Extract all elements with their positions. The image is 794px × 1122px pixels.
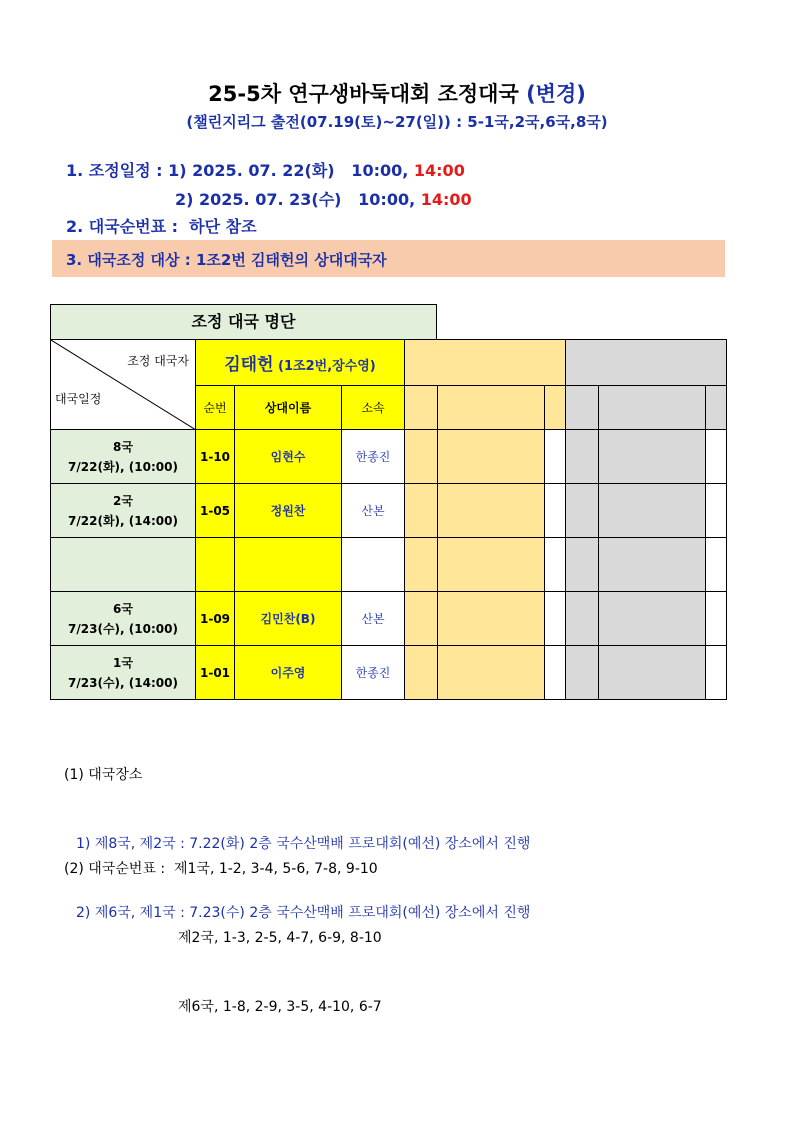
empty-cell (438, 646, 545, 700)
empty-cell (545, 484, 566, 538)
opponent-name: 김민찬(B) (235, 592, 342, 646)
schedule-line-1-text: 1. 조정일정 : 1) 2025. 07. 22(화) 10:00, (66, 161, 414, 180)
document-title (0, 78, 794, 108)
empty-cell (599, 592, 706, 646)
empty-cell (566, 484, 599, 538)
schedule-line-2-time: 14:00 (420, 190, 472, 209)
empty-cell (438, 592, 545, 646)
col-header-seq: 순번 (196, 386, 235, 430)
empty-cell (405, 386, 438, 430)
diagonal-header-cell (51, 340, 196, 430)
opponent-affiliation: 한종진 (342, 430, 405, 484)
match-schedule-cell (51, 538, 196, 592)
empty-cell (405, 430, 438, 484)
opponent-seq: 1-05 (196, 484, 235, 538)
match-round: 2국 (113, 493, 133, 508)
match-schedule-cell (51, 592, 196, 646)
venue-item-1: 1) 제8국, 제2국 : 7.22(화) 2층 국수산맥배 프로대회(예선) 장소에서 진행 (76, 836, 531, 852)
empty-cell (405, 592, 438, 646)
order-title: (2) 대국순번표 : (64, 861, 166, 877)
empty-cell (706, 484, 727, 538)
match-round: 1국 (113, 655, 133, 670)
target-text: 3. 대국조정 대상 : 1조2번 김태헌의 상대대국자 (66, 251, 387, 269)
document-subtitle: (챌린지리그 출전(07.19(토)~27(일)) : 5-1국,2국,6국,8국) (186, 113, 608, 131)
empty-cell (405, 646, 438, 700)
opponent-name (235, 538, 342, 592)
diag-label-schedule: 대국일정 (55, 392, 102, 406)
table-row (51, 538, 727, 592)
schedule-order-ref: 2. 대국순번표 : 하단 참조 (66, 217, 257, 236)
opponent-affiliation: 산본 (342, 592, 405, 646)
empty-cell (566, 386, 599, 430)
empty-cell (706, 646, 727, 700)
order-item-2: 제2국, 1-3, 2-5, 4-7, 6-9, 8-10 (178, 930, 382, 946)
empty-cell (545, 592, 566, 646)
table-row (51, 484, 727, 538)
empty-cell (566, 646, 599, 700)
empty-cell (405, 538, 438, 592)
empty-cell (566, 538, 599, 592)
match-datetime: 7/23(수), (14:00) (68, 675, 178, 690)
venue-item-2: 2) 제6국, 제1국 : 7.23(수) 2층 국수산맥배 프로대회(예선) 장소에서 진행 (76, 905, 531, 921)
empty-cell (706, 386, 727, 430)
schedule-line-1-time: 14:00 (413, 161, 465, 180)
order-item-3: 제6국, 1-8, 2-9, 3-5, 4-10, 6-7 (178, 999, 382, 1015)
table-row (51, 592, 727, 646)
empty-cell (545, 538, 566, 592)
diag-label-player: 조정 대국자 (127, 354, 189, 368)
title-main: 25-5차 연구생바둑대회 조정대국 (208, 82, 519, 106)
opponent-name: 이주영 (235, 646, 342, 700)
empty-cell (566, 430, 599, 484)
order-item-1: 제1국, 1-2, 3-4, 5-6, 7-8, 9-10 (173, 861, 378, 877)
schedule-line-2-text: 2) 2025. 07. 23(수) 10:00, (175, 190, 421, 209)
opponent-seq (196, 538, 235, 592)
target-highlight-box (52, 240, 725, 277)
empty-cell (706, 592, 727, 646)
empty-cell (438, 386, 545, 430)
empty-cell (706, 430, 727, 484)
match-datetime: 7/23(수), (10:00) (68, 621, 178, 636)
col-header-affiliation: 소속 (342, 386, 405, 430)
opponent-affiliation (342, 538, 405, 592)
col-header-opponent: 상대이름 (235, 386, 342, 430)
match-datetime: 7/22(화), (10:00) (68, 459, 178, 474)
empty-cell (438, 430, 545, 484)
empty-cell (566, 592, 599, 646)
table-row (51, 646, 727, 700)
schedule-line-1 (66, 158, 465, 181)
empty-cell (545, 430, 566, 484)
match-schedule-cell (51, 646, 196, 700)
player-name: 김태헌 (224, 355, 274, 375)
roster-table (50, 339, 727, 700)
order-section (64, 812, 382, 1042)
roster-title: 조정 대국 명단 (50, 304, 437, 339)
match-datetime: 7/22(화), (14:00) (68, 513, 178, 528)
empty-cell (599, 646, 706, 700)
opponent-affiliation: 산본 (342, 484, 405, 538)
opponent-affiliation: 한종진 (342, 646, 405, 700)
empty-cell (706, 538, 727, 592)
table-row (51, 430, 727, 484)
player-header-cell (196, 340, 405, 386)
opponent-name: 정원찬 (235, 484, 342, 538)
opponent-name: 임현수 (235, 430, 342, 484)
opponent-seq: 1-10 (196, 430, 235, 484)
opponent-seq: 1-01 (196, 646, 235, 700)
venue-title: (1) 대국장소 (64, 767, 143, 783)
title-suffix: (변경) (526, 82, 586, 106)
match-round: 6국 (113, 601, 133, 616)
empty-cell (599, 430, 706, 484)
empty-cell (599, 538, 706, 592)
empty-cell (599, 386, 706, 430)
match-schedule-cell (51, 430, 196, 484)
match-round: 8국 (113, 439, 133, 454)
empty-cell (438, 484, 545, 538)
empty-cell (438, 538, 545, 592)
empty-cell (545, 646, 566, 700)
opponent-seq: 1-09 (196, 592, 235, 646)
empty-header-peach (405, 340, 566, 386)
schedule-line-2 (175, 187, 472, 210)
match-schedule-cell (51, 484, 196, 538)
empty-cell (405, 484, 438, 538)
player-info: (1조2번,장수영) (273, 359, 376, 374)
empty-header-grey (566, 340, 727, 386)
empty-cell (545, 386, 566, 430)
empty-cell (599, 484, 706, 538)
